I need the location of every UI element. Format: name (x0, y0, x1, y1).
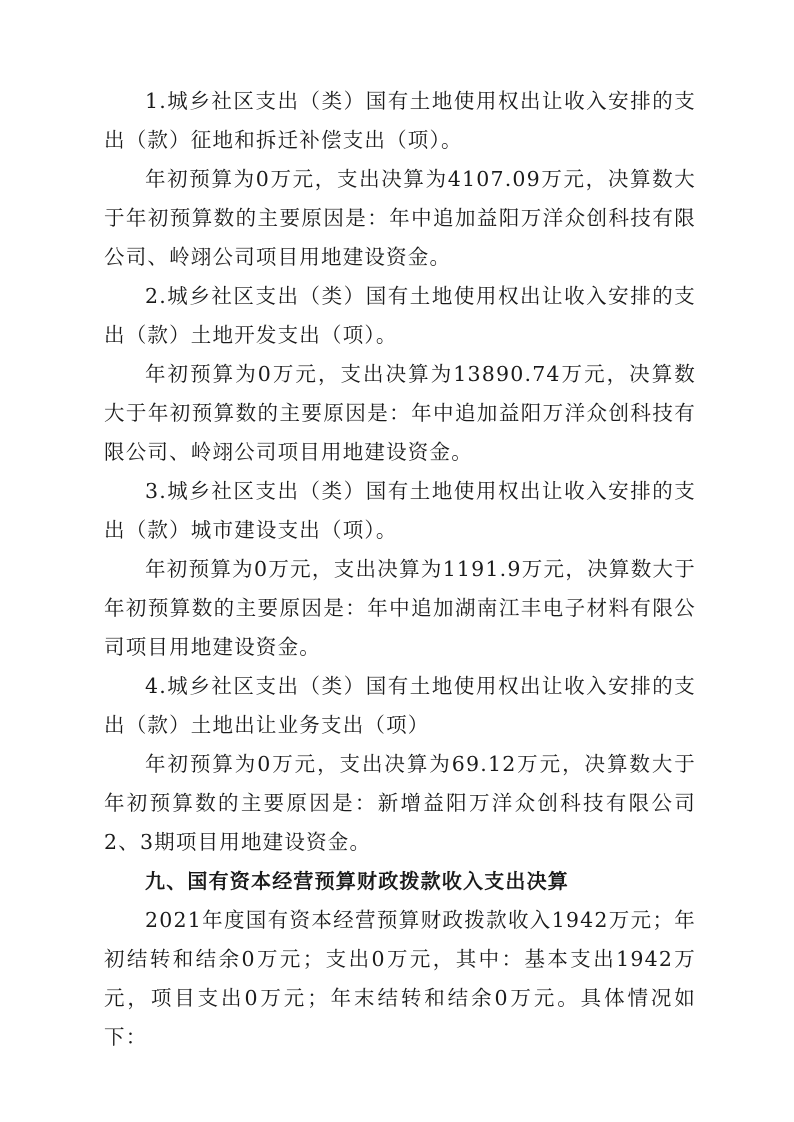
document-page (104, 82, 696, 1057)
section-body: 2021年度国有资本经营预算财政拨款收入1942万元；年初结转和结余0万元；支出0万元，其中：基本支出1942万元，项目支出0万元；年末结转和结余0万元。具体情况如下： (104, 908, 696, 1049)
item-3-body: 年初预算为0万元，支出决算为1191.9万元，决算数大于年初预算数的主要原因是：年中追加湖南江丰电子材料有限公司项目用地建设资金。 (104, 557, 696, 659)
item-4-title: 4.城乡社区支出（类）国有土地使用权出让收入安排的支出（款）土地出让业务支出（项） (104, 674, 696, 737)
item-4-body: 年初预算为0万元，支出决算为69.12万元，决算数大于年初预算数的主要原因是：新增益阳万洋众创科技有限公司2、3期项目用地建设资金。 (104, 752, 696, 854)
section-heading: 九、国有资本经营预算财政拨款收入支出决算 (145, 869, 569, 893)
item-2-body: 年初预算为0万元，支出决算为13890.74万元，决算数大于年初预算数的主要原因是：年中追加益阳万洋众创科技有限公司、岭翊公司项目用地建设资金。 (104, 362, 696, 464)
item-1-body: 年初预算为0万元，支出决算为4107.09万元，决算数大于年初预算数的主要原因是：年中追加益阳万洋众创科技有限公司、岭翊公司项目用地建设资金。 (104, 167, 696, 269)
item-1-title: 1.城乡社区支出（类）国有土地使用权出让收入安排的支出（款）征地和拆迁补偿支出（项）。 (104, 89, 696, 152)
item-3-title: 3.城乡社区支出（类）国有土地使用权出让收入安排的支出（款）城市建设支出（项）。 (104, 479, 696, 542)
item-2-title: 2.城乡社区支出（类）国有土地使用权出让收入安排的支出（款）土地开发支出（项）。 (104, 284, 696, 347)
